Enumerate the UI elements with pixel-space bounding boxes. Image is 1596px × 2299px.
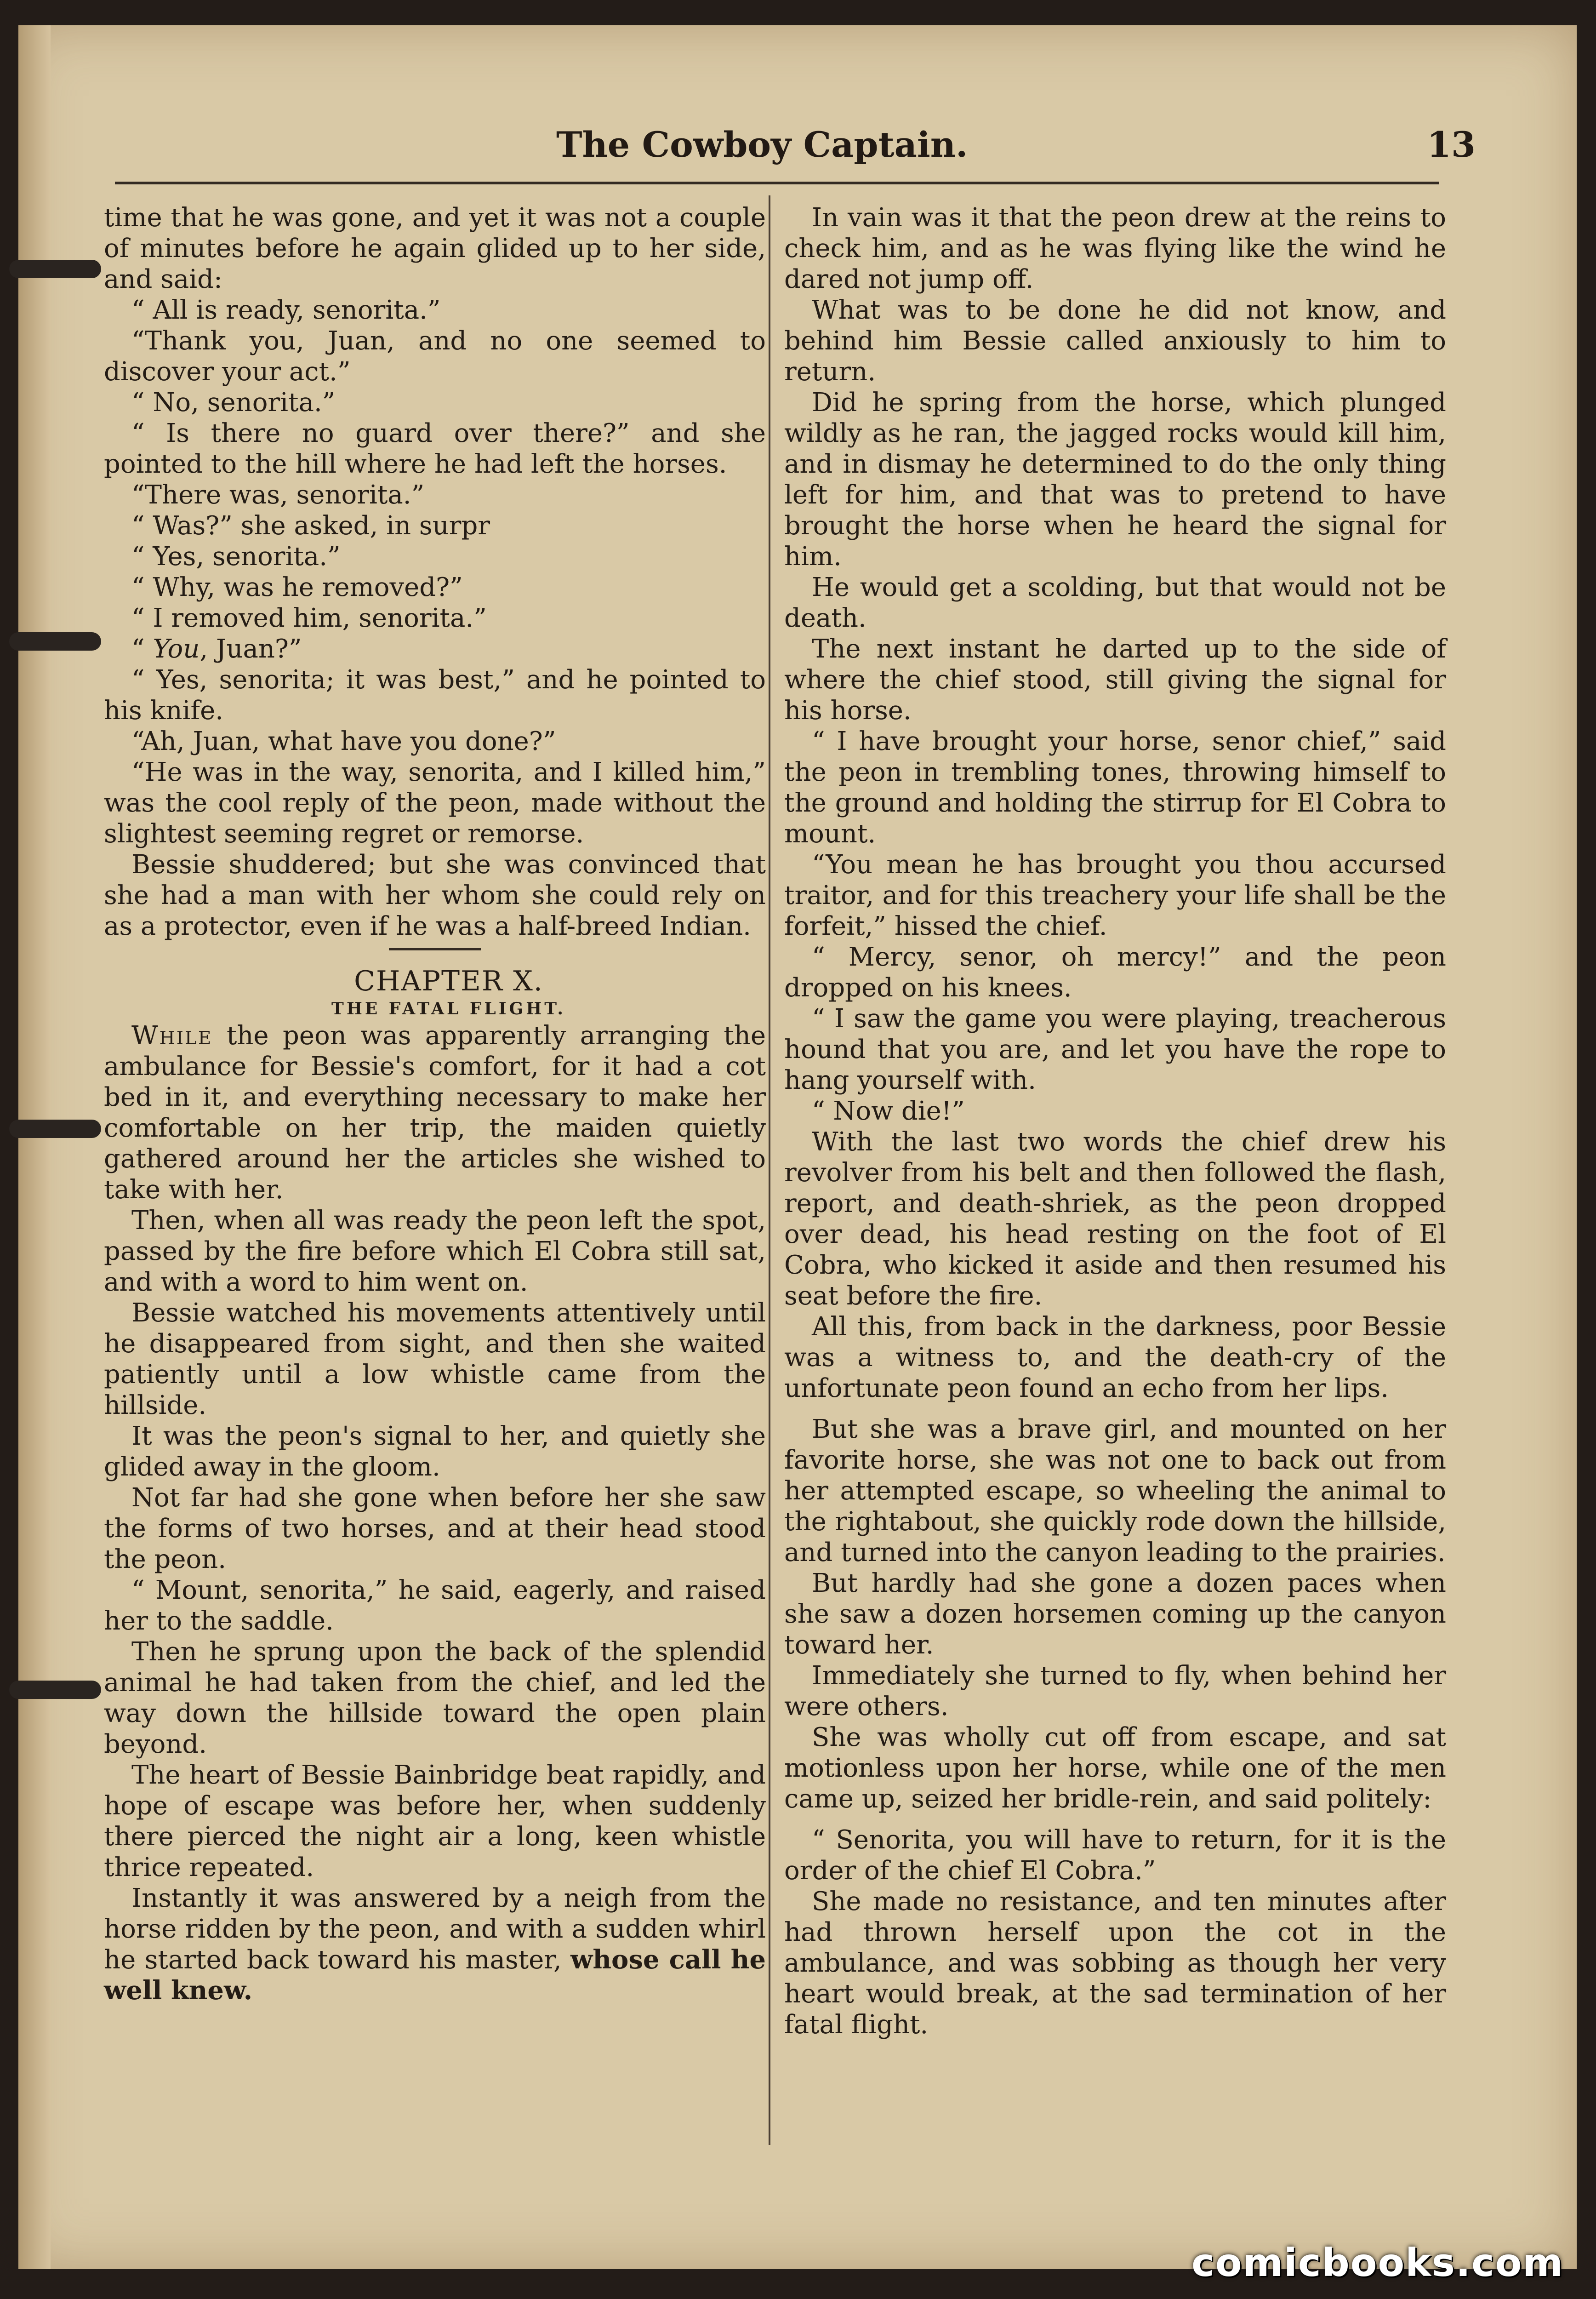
paragraph: “ Mercy, senor, oh mercy!” and the peon dropped on his knees. [784,942,1446,1003]
paragraph: “ Why, was he removed?” [131,572,463,602]
binding-stitch [9,260,101,278]
text-run: whose call he well knew. [104,1944,766,2006]
paragraph: Immediately she turned to fly, when behind her were others. [784,1661,1446,1721]
paragraph: She was wholly cut off from escape, and sat motionless upon her horse, while one of the men came up, seized her bridle-rein, and said politely: [784,1722,1446,1814]
paragraph: “ Senorita, you will have to return, for it is the order of the chief El Cobra.” [784,1825,1446,1886]
running-title: The Cowboy Captain. [556,124,968,165]
paragraph: The heart of Bessie Bainbridge beat rapidly, and hope of escape was before her, when suddenly there pierced the night air a long, keen whistle thrice repeated. [104,1760,766,1882]
running-header [556,106,1476,170]
paragraph: time that he was gone, and yet it was not a couple of minutes before he again glided up to her side, and said: [104,203,766,294]
paragraph: Bessie shuddered; but she was convinced that she had a man with her whom she could rely on as a protector, even if he was a half-breed Indian. [104,850,766,941]
header-rule [115,182,1439,184]
paragraph: Bessie watched his movements attentively until he disappeared from sight, and then she waited patiently until a low whistle came from the hillside. [104,1298,766,1420]
column-divider [769,195,770,2145]
paragraph: With the last two words the chief drew his revolver from his belt and then followed the flash, report, and death-shriek, as the peon dropped over dead, his head resting on the foot of El Cobra, who kicked it aside and then resumed his seat before the fire. [784,1127,1446,1311]
paragraph: In vain was it that the peon drew at the reins to check him, and as he was flying like the wind he dared not jump off. [784,203,1446,294]
paragraph: What was to be done he did not know, and behind him Bessie called anxiously to him to return. [784,295,1446,387]
left-column [104,202,766,2006]
text-run: , Juan?” [200,634,302,664]
paragraph: Not far had she gone when before her she saw the forms of two horses, and at their head stood the peon. [104,1483,766,1574]
paragraph: All this, from back in the darkness, poor Bessie was a witness to, and the death-cry of the unfortunate peon found an echo from her lips. [784,1312,1446,1403]
page-number: 13 [1427,124,1476,165]
paragraph: Did he spring from the horse, which plunged wildly as he ran, the jagged rocks would kill him, and in dismay he determined to do the only thing left for him, and that was to pretend to have brought the horse when he heard the signal for him. [784,388,1446,572]
paragraph: “ I have brought your horse, senor chief,” said the peon in trembling tones, throwing himself to the ground and holding the stirrup for El Cobra to mount. [784,726,1446,849]
page-spine [18,25,51,2269]
paragraph [104,634,766,664]
binding-stitch [9,632,101,651]
paragraph: “ Now die!” [812,1096,965,1126]
paragraph: The next instant he darted up to the side of where the chief stood, still giving the signal for his horse. [784,634,1446,726]
paragraph: “ Yes, senorita; it was best,” and he pointed to his knife. [104,665,766,726]
watermark: comicbooks.com [1191,2240,1564,2285]
paragraph: “You mean he has brought you thou accursed traitor, and for this treachery your life shall be the forfeit,” hissed the chief. [784,850,1446,941]
paragraph: Then, when all was ready the peon left the spot, passed by the fire before which El Cobra still sat, and with a word to him went on. [104,1206,766,1297]
paragraph: But hardly had she gone a dozen paces when she saw a dozen horsemen coming up the canyon toward her. [784,1568,1446,1660]
paragraph: “ No, senorita.” [131,388,336,417]
paragraph: “ Yes, senorita.” [131,542,341,572]
paragraph: She made no resistance, and ten minutes after had thrown herself upon the cot in the ambulance, and was sobbing as though her very heart would break, at the sad termination of her fatal flight. [784,1887,1446,2040]
paragraph [104,1883,766,2006]
paragraph: “ Is there no guard over there?” and she pointed to the hill where he had left the horses. [104,418,766,479]
paragraph: “ All is ready, senorita.” [131,295,441,325]
paragraph: “ Mount, senorita,” he said, eagerly, and raised her to the saddle. [104,1575,766,1636]
paragraph: It was the peon's signal to her, and quietly she glided away in the gloom. [104,1421,766,1482]
binding-stitch [9,1681,101,1699]
text-run: “ [131,634,153,664]
paragraph: “ I removed him, senorita.” [131,603,487,633]
paragraph: “There was, senorita.” [131,480,425,510]
text-run: the peon was apparently arranging the ambulance for Bessie's comfort, for it had a cot bed in it, and everything necessary to make her comfortable on her trip, the maiden quietly gathered around her the articles she wished to take with her. [104,1021,766,1205]
right-column [784,202,1446,2040]
paragraph: Then he sprung upon the back of the splendid animal he had taken from the chief, and led the way down the hillside toward the open plain beyond. [104,1637,766,1759]
lead-word: While [131,1021,213,1051]
chapter-subtitle: THE FATAL FLIGHT. [331,999,566,1018]
chapter-divider [389,948,481,950]
paragraph [104,1020,766,1205]
emphasis: You [153,634,200,664]
binding-stitch [9,1120,101,1138]
paragraph: But she was a brave girl, and mounted on her favorite horse, she was not one to back out from her attempted escape, so wheeling the animal to the rightabout, she quickly rode down the hillside, and turned into the canyon leading to the prairies. [784,1414,1446,1567]
paragraph: “Ah, Juan, what have you done?” [131,726,556,756]
paragraph: “Thank you, Juan, and no one seemed to discover your act.” [104,326,766,387]
paragraph: “ Was?” she asked, in surpr [131,511,490,541]
paragraph: “He was in the way, senorita, and I killed him,” was the cool reply of the peon, made without the slightest seeming regret or remorse. [104,757,766,849]
text-run: Instantly it was answered by a neigh from the horse ridden by the peon, and with a sudden whirl he started back toward his master, [104,1883,766,1975]
paragraph: He would get a scolding, but that would not be death. [784,572,1446,633]
chapter-title: CHAPTER X. [354,965,543,997]
paragraph: “ I saw the game you were playing, treacherous hound that you are, and let you have the rope to hang yourself with. [784,1004,1446,1095]
